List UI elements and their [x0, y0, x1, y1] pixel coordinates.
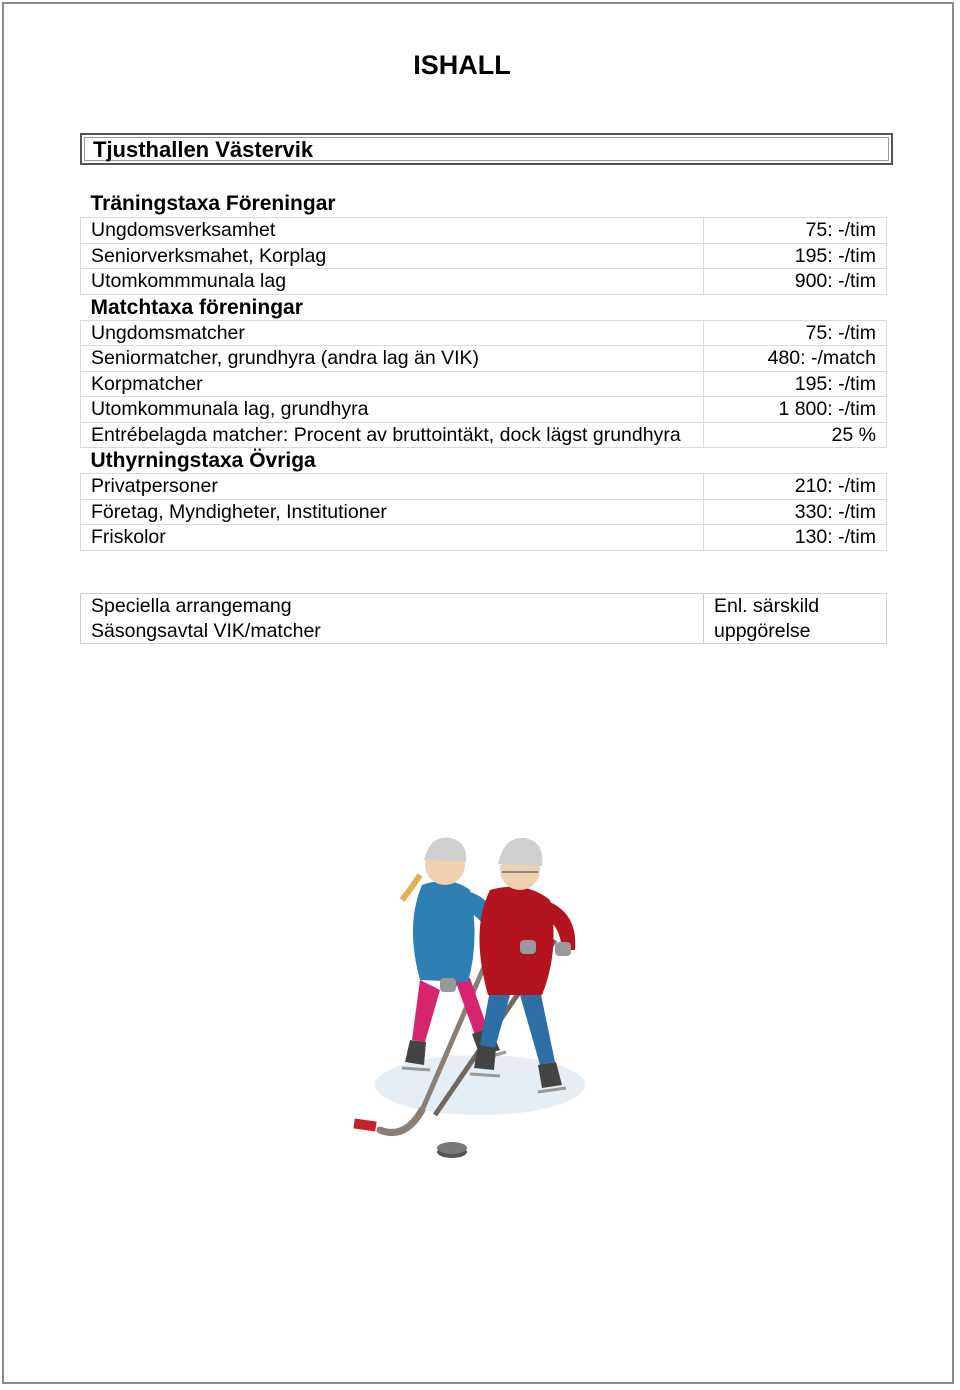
- special-value-line: uppgörelse: [714, 619, 811, 642]
- rate-label: Företag, Myndigheter, Institutioner: [81, 499, 704, 525]
- rate-value: 75: -/tim: [704, 218, 887, 244]
- special-value-line: Enl. särskild: [714, 595, 820, 617]
- rate-value: 75: -/tim: [704, 320, 887, 346]
- rate-value: 25 %: [704, 422, 887, 448]
- special-label: [81, 594, 704, 644]
- rate-value: 480: -/match: [704, 346, 887, 372]
- rate-label: Friskolor: [81, 525, 704, 551]
- rate-value: 330: -/tim: [704, 499, 887, 525]
- rate-value: 130: -/tim: [704, 525, 887, 551]
- table-row: [81, 397, 887, 423]
- hockey-players-icon: [350, 830, 610, 1170]
- rate-value: 195: -/tim: [704, 371, 887, 397]
- rate-label: Korpmatcher: [81, 371, 704, 397]
- table-row: [81, 243, 887, 269]
- rate-label: Privatpersoner: [81, 474, 704, 500]
- page-title: ISHALL: [413, 50, 511, 80]
- rate-value: 210: -/tim: [704, 474, 887, 500]
- table-row: [81, 320, 887, 346]
- rate-value: 900: -/tim: [704, 269, 887, 295]
- rate-label: Utomkommmunala lag: [81, 269, 704, 295]
- table-row: [81, 422, 887, 448]
- table-row: [81, 371, 887, 397]
- rate-value: 195: -/tim: [704, 243, 887, 269]
- rate-label: Entrébelagda matcher: Procent av bruttointäkt, dock lägst grundhyra: [81, 422, 704, 448]
- special-label-line: Säsongsavtal VIK/matcher: [91, 619, 321, 642]
- special-value: [704, 594, 887, 644]
- table-row: [81, 218, 887, 244]
- special-table: [80, 593, 887, 644]
- section-heading-rental: Uthyrningstaxa Övriga: [90, 449, 316, 472]
- table-row: [81, 269, 887, 295]
- rate-label: Utomkommunala lag, grundhyra: [81, 397, 704, 423]
- table-row: [81, 346, 887, 372]
- venue-name: Tjusthallen Västervik: [84, 137, 889, 161]
- table-row: [81, 474, 887, 500]
- rate-label: Ungdomsverksamhet: [81, 218, 704, 244]
- section-heading-match: Matchtaxa föreningar: [90, 295, 303, 319]
- section-heading-training: Träningstaxa Föreningar: [90, 192, 336, 215]
- table-row: [81, 525, 887, 551]
- rate-value: 1 800: -/tim: [704, 397, 887, 423]
- rate-label: Ungdomsmatcher: [81, 320, 704, 346]
- venue-box: [80, 133, 893, 165]
- rate-label: Seniorverksmahet, Korplag: [81, 243, 704, 269]
- rates-table: [80, 191, 887, 551]
- table-row: [81, 594, 887, 644]
- special-label-line: Speciella arrangemang: [91, 595, 292, 617]
- table-row: [81, 499, 887, 525]
- rate-label: Seniormatcher, grundhyra (andra lag än VIK): [81, 346, 704, 372]
